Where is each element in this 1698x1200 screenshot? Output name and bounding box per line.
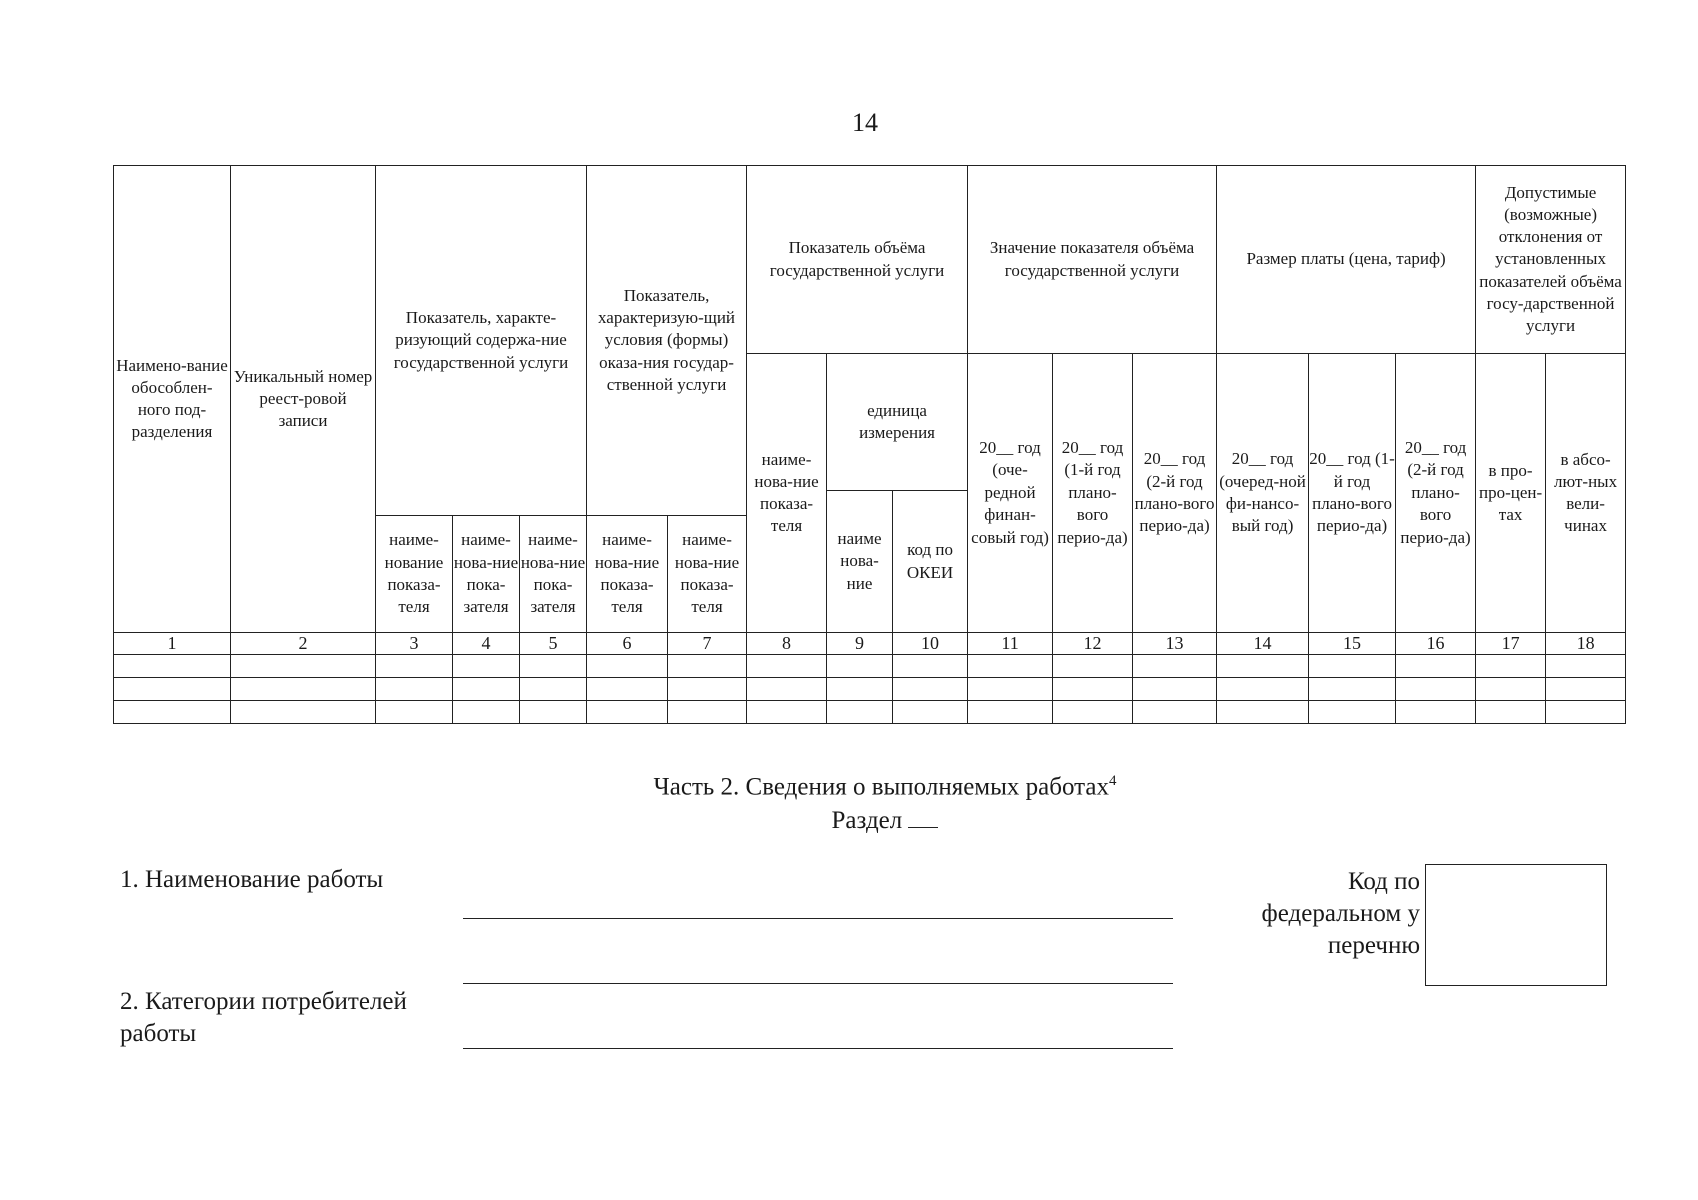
header-volume-indicator-group: Показатель объёма государственной услуги [747, 166, 968, 354]
column-number: 14 [1217, 633, 1309, 655]
column-number: 16 [1396, 633, 1476, 655]
header-content-indicator-2: наиме-нова-ние пока-зателя [453, 516, 520, 633]
table-row [114, 678, 1626, 701]
header-content-indicator-1: наиме-нование показа-теля [376, 516, 453, 633]
column-number: 11 [968, 633, 1053, 655]
header-fee-year-2: 20__ год (1-й год плано-вого перио-да) [1309, 354, 1396, 633]
column-number: 5 [520, 633, 587, 655]
work-name-line [463, 918, 1173, 919]
header-value-year-2: 20__ год (1-й год плано-вого перио-да) [1053, 354, 1133, 633]
column-number: 1 [114, 633, 231, 655]
fed-code-box [1425, 864, 1607, 986]
header-registry-number: Уникальный номер реест-ровой записи [231, 166, 376, 633]
column-number: 15 [1309, 633, 1396, 655]
page-number: 14 [852, 108, 878, 137]
column-number: 6 [587, 633, 668, 655]
header-value-year-1: 20__ год (оче-редной финан-совый год) [968, 354, 1053, 633]
header-fee-year-1: 20__ год (очеред-ной фи-нансо-вый год) [1217, 354, 1309, 633]
table-row [114, 701, 1626, 724]
table-row [114, 655, 1626, 678]
header-unit-of-measure: единица измерения [827, 354, 968, 491]
header-fee-year-3: 20__ год (2-й год плано-вого перио-да) [1396, 354, 1476, 633]
header-conditions-indicator-2: наиме-нова-ние показа-теля [668, 516, 747, 633]
indicators-table [113, 165, 1626, 724]
section-label: Раздел [831, 807, 903, 835]
column-number: 13 [1133, 633, 1217, 655]
column-number: 10 [893, 633, 968, 655]
categories-label: 2. Категории потребителей работы [120, 988, 407, 1047]
work-name-label: 1. Наименование работы [120, 866, 384, 893]
part2-title: Часть 2. Сведения о выполняемых работах [653, 773, 1109, 801]
header-content-indicator-3: наиме-нова-ние пока-зателя [520, 516, 587, 633]
column-number: 12 [1053, 633, 1133, 655]
header-content-indicator-group: Показатель, характе-ризующий содержа-ние государственной услуги [376, 166, 587, 516]
footnote-marker: 4 [1108, 773, 1117, 789]
header-deviation-absolute: в абсо-лют-ных вели-чинах [1546, 354, 1626, 633]
header-value-year-3: 20__ год (2-й год плано-вого перио-да) [1133, 354, 1217, 633]
column-number: 7 [668, 633, 747, 655]
column-number: 18 [1546, 633, 1626, 655]
column-number: 8 [747, 633, 827, 655]
work-name-line-2 [463, 983, 1173, 984]
header-fee-group: Размер платы (цена, тариф) [1217, 166, 1476, 354]
header-deviation-group: Допустимые (возможные) отклонения от установленных показателей объёма госу-дарственной услуги [1476, 166, 1626, 354]
header-okei-code: код по ОКЕИ [893, 491, 968, 633]
header-conditions-indicator-1: наиме-нова-ние показа-теля [587, 516, 668, 633]
column-number: 2 [231, 633, 376, 655]
header-conditions-indicator-group: Показатель, характеризую-щий условия (формы) оказа-ния государ-ственной услуги [587, 166, 747, 516]
section-number-blank [908, 805, 938, 828]
column-number: 4 [453, 633, 520, 655]
header-unit-name: наиме нова-ние [827, 491, 893, 633]
header-volume-indicator-name: наиме-нова-ние показа-теля [747, 354, 827, 633]
categories-line [463, 1048, 1173, 1049]
header-deviation-percent: в про-про-цен-тах [1476, 354, 1546, 633]
column-number: 9 [827, 633, 893, 655]
header-subdivision-name: Наимено-вание обособлен-ного под-разделения [114, 166, 231, 633]
fed-code-label: Код по федеральном у перечню [1261, 868, 1420, 959]
column-number: 17 [1476, 633, 1546, 655]
part2-heading [560, 764, 1210, 838]
column-number: 3 [376, 633, 453, 655]
header-volume-value-group: Значение показателя объёма государственной услуги [968, 166, 1217, 354]
